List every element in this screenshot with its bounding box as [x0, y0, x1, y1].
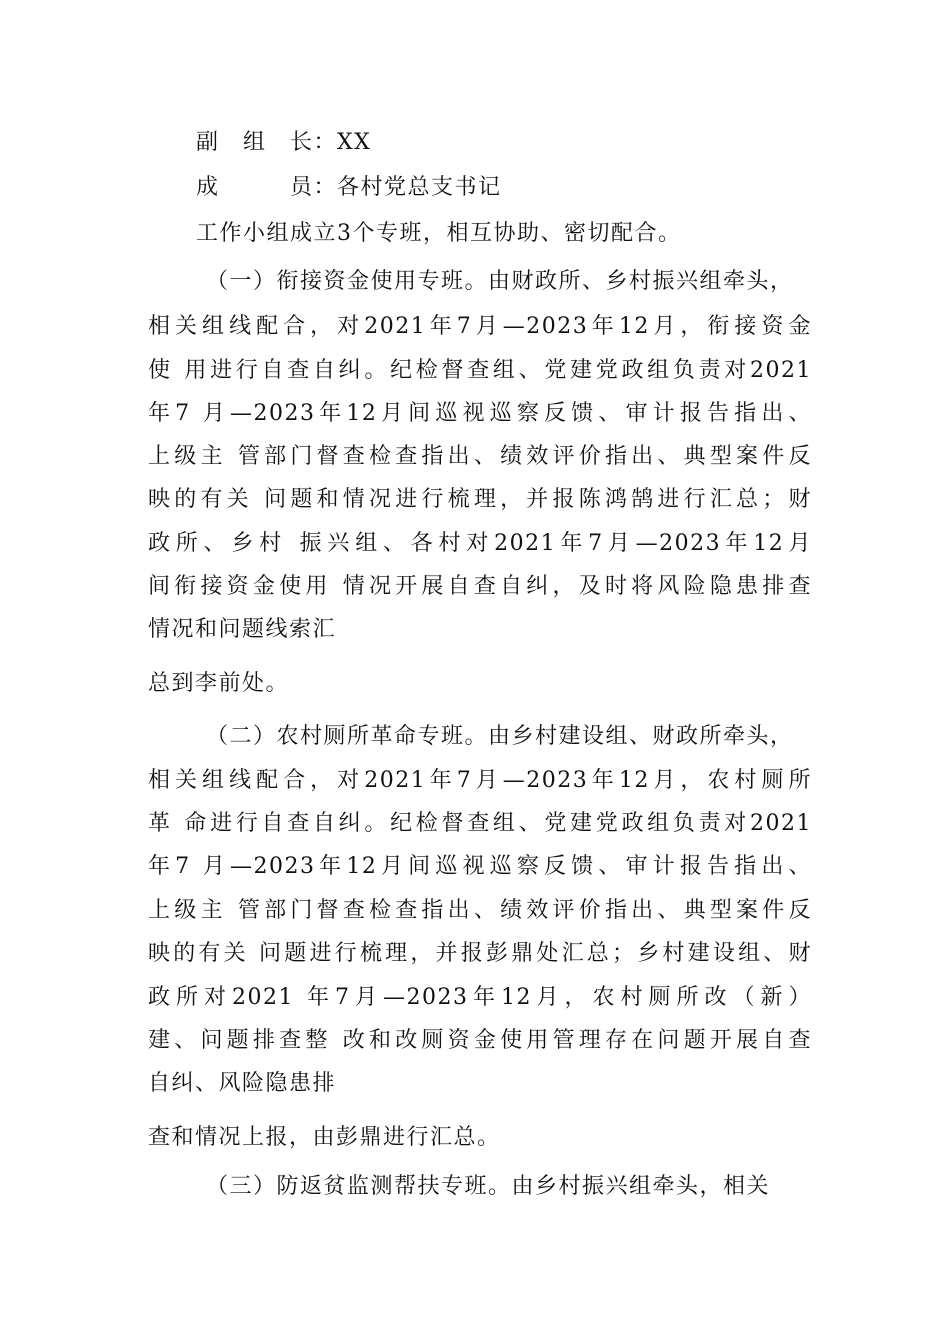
- section2-line-2: 相关组线配合，对2021年7月—2023年12月，农村厕所: [148, 768, 812, 793]
- intro-paragraph: 工作小组成立3个专班，相互协助、密切配合。: [196, 221, 682, 246]
- section1-line-2: 相关组线配合，对2021年7月—2023年12月，衔接资金: [148, 314, 812, 339]
- section1-line-8: 间衔接资金使用 情况开展自查自纠，及时将风险隐患排查: [148, 574, 812, 599]
- section1-line-5: 上级主 管部门督查检查指出、绩效评价指出、典型案件反: [148, 444, 812, 469]
- section1-line-9: 情况和问题线索汇: [148, 617, 337, 642]
- section1-line-1: （一）衔接资金使用专班。由财政所、乡村振兴组牵头，: [206, 269, 794, 294]
- section3-line-1: （三）防返贫监测帮扶专班。由乡村振兴组牵头，相关: [206, 1174, 771, 1199]
- section1-line-7: 政所、乡村 振兴组、各村对2021年7月—2023年12月: [148, 531, 812, 556]
- section2-line-9: 自纠、风险隐患排: [148, 1071, 337, 1096]
- members-line: 成 员：各村党总支书记: [196, 175, 502, 200]
- section1-line-4: 年7 月—2023年12月间巡视巡察反馈、审计报告指出、: [148, 401, 812, 426]
- deputy-leader-line: 副 组 长：XX: [196, 130, 372, 155]
- section2-line-4: 年7 月—2023年12月间巡视巡察反馈、审计报告指出、: [148, 854, 812, 879]
- section1-line-3: 使 用进行自查自纠。纪检督查组、党建党政组负责对2021: [148, 358, 812, 383]
- section1-line-6: 映的有关 问题和情况进行梳理，并报陈鸿鹄进行汇总；财: [148, 487, 812, 512]
- section2-tail: 查和情况上报，由彭鼎进行汇总。: [148, 1125, 501, 1150]
- section2-line-6: 映的有关 问题进行梳理，并报彭鼎处汇总；乡村建设组、财: [148, 941, 812, 966]
- section1-tail: 总到李前处。: [148, 671, 290, 696]
- section2-line-3: 革 命进行自查自纠。纪检督查组、党建党政组负责对2021: [148, 811, 812, 836]
- section2-line-7: 政所对2021 年7月—2023年12月，农村厕所改（新）: [148, 985, 812, 1010]
- section2-line-8: 建、问题排查整 改和改厕资金使用管理存在问题开展自查: [148, 1028, 812, 1053]
- section2-line-5: 上级主 管部门督查检查指出、绩效评价指出、典型案件反: [148, 898, 812, 923]
- section2-line-1: （二）农村厕所革命专班。由乡村建设组、财政所牵头，: [206, 724, 794, 749]
